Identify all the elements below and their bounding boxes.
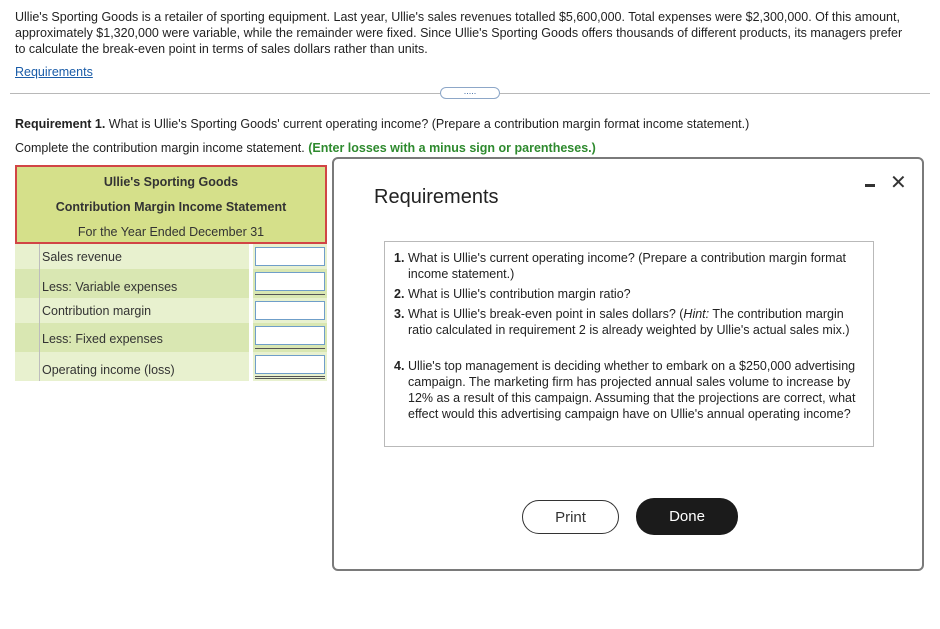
fixed-expenses-input[interactable] — [255, 326, 325, 345]
list-item — [394, 358, 870, 422]
row-label-operating-income: Operating income (loss) — [39, 352, 249, 381]
item-text: Ullie's top management is deciding whether to embark on a $250,000 advertising campaign. The marketing firm has projected annual sales volume to increase by 12% as a result of this campaign. Assuming that the projections are correct, what effect would this advertising campaign have on Ullie's annual operating income? — [408, 359, 856, 421]
problem-statement: Ullie's Sporting Goods is a retailer of sporting equipment. Last year, Ullie's sales revenues totalled $5,600,000. Total expenses were $2,300,000. Of this amount, approximately $1,320,000 were variable, while the remainder were fixed. Since Ullie's Sporting Goods offers thousands of different products, its managers prefer to calculate the break-even point in terms of sales dollars rather than units. — [15, 10, 903, 56]
requirements-list — [384, 241, 874, 447]
instruction-highlight: (Enter losses with a minus sign or parentheses.) — [308, 141, 596, 155]
dialog-title: Requirements — [374, 186, 499, 208]
statement-header — [15, 165, 327, 244]
table-row — [15, 352, 327, 381]
statement-title: Contribution Margin Income Statement — [55, 200, 287, 214]
item-text: What is Ullie's break-even point in sales dollars? (Hint: The contribution margin ratio calculated in requirement 2 is already weighted by Ullie's actual sales mix.) — [408, 307, 850, 337]
row-label-contribution-margin: Contribution margin — [39, 298, 249, 323]
double-underline — [255, 376, 325, 379]
item-number: 2. — [394, 287, 405, 301]
hint-label: Hint: — [683, 307, 710, 321]
row-label-sales-revenue: Sales revenue — [39, 244, 249, 269]
instruction — [15, 141, 596, 155]
requirements-dialog — [332, 157, 924, 571]
item-number: 3. — [394, 307, 405, 321]
requirement-question — [15, 117, 749, 131]
statement-table — [15, 244, 327, 381]
done-button[interactable]: Done — [636, 498, 738, 535]
sales-revenue-input[interactable] — [255, 247, 325, 266]
company-name: Ullie's Sporting Goods — [103, 175, 239, 189]
table-row — [15, 244, 327, 269]
item-text: What is Ullie's current operating income? (Prepare a contribution margin format income statement.) — [408, 251, 846, 281]
operating-income-input[interactable] — [255, 355, 325, 374]
single-underline — [255, 294, 325, 295]
instruction-text: Complete the contribution margin income statement. — [15, 141, 309, 155]
expand-toggle[interactable]: ..... — [440, 87, 500, 99]
variable-expenses-input[interactable] — [255, 272, 325, 291]
single-underline — [255, 348, 325, 349]
minimize-icon[interactable] — [865, 184, 875, 187]
requirement-text: What is Ullie's Sporting Goods' current operating income? (Prepare a contribution margin format income statement.) — [105, 117, 750, 131]
list-item — [394, 250, 870, 282]
close-icon[interactable]: ✕ — [890, 172, 907, 194]
contribution-margin-input[interactable] — [255, 301, 325, 320]
table-row — [15, 323, 327, 352]
item-text: What is Ullie's contribution margin ratio? — [408, 287, 631, 301]
list-item — [394, 306, 870, 338]
requirements-link[interactable]: Requirements — [15, 65, 93, 79]
table-row — [15, 298, 327, 323]
statement-period: For the Year Ended December 31 — [77, 225, 265, 239]
list-item — [394, 286, 870, 302]
row-label-fixed-expenses: Less: Fixed expenses — [39, 323, 249, 352]
table-row — [15, 269, 327, 298]
requirement-number: Requirement 1. — [15, 117, 106, 131]
print-button[interactable]: Print — [522, 500, 619, 534]
item-number: 1. — [394, 251, 405, 265]
item-number: 4. — [394, 359, 405, 373]
row-label-variable-expenses: Less: Variable expenses — [39, 269, 249, 298]
